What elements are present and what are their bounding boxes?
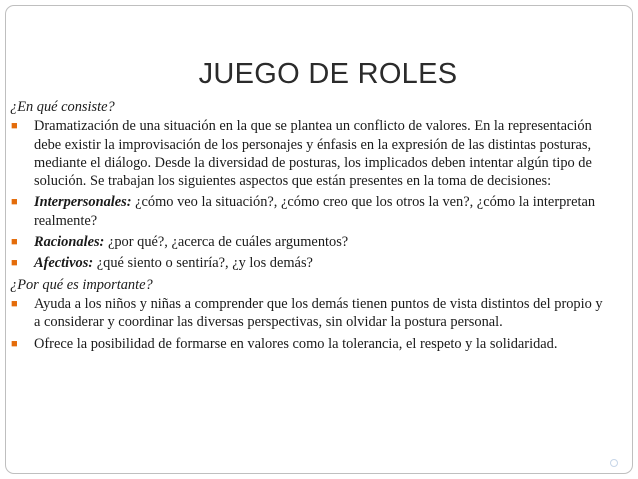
bullet-text: Dramatización de una situación en la que se plantea un conflicto de valores. En la representación debe existir la improvisación de los personajes y énfasis en la expresión de las distintas posturas, mediante el diálogo. Desde la diversidad de posturas, los implicados deben intentar algún tipo de solución. Se trabajan los siguientes aspectos que están presentes en la toma de decisiones: (34, 118, 592, 190)
slide-title: JUEGO DE ROLES (198, 58, 458, 90)
section-heading-importante: ¿Por qué es importante? (10, 276, 153, 293)
corner-circle-icon (610, 459, 618, 467)
bullet-item-definition (10, 117, 610, 190)
section-heading-consiste: ¿En qué consiste? (10, 99, 115, 115)
bullet-item-ofrece (10, 335, 610, 353)
square-bullet-icon: ■ (11, 196, 18, 209)
square-bullet-icon: ■ (11, 297, 18, 310)
bullet-term: Afectivos: (34, 255, 94, 272)
square-bullet-icon: ■ (11, 236, 18, 249)
bullet-text: ¿qué siento o sentiría?, ¿y los demás? (93, 255, 313, 272)
bullet-text: ¿cómo veo la situación?, ¿cómo creo que los otros la ven?, ¿cómo la interpretan realmente? (34, 194, 596, 229)
square-bullet-icon: ■ (11, 337, 18, 350)
bullet-text: Ofrece la posibilidad de formarse en valores como la tolerancia, el respeto y la solidaridad. (34, 335, 558, 352)
bullet-item-interpersonales (10, 193, 610, 230)
square-bullet-icon: ■ (11, 257, 18, 270)
bullet-term: Interpersonales: (34, 194, 132, 211)
bullet-item-afectivos (10, 254, 610, 272)
bullet-term: Racionales: (34, 234, 105, 251)
slide-content (10, 98, 610, 356)
bullet-item-racionales (10, 233, 610, 251)
bullet-text: Ayuda a los niños y niñas a comprender que los demás tienen puntos de vista distintos del propio y a considerar y coordinar las diversas perspectivas, sin olvidar la postura personal. (34, 295, 603, 331)
bullet-text: ¿por qué?, ¿acerca de cuáles argumentos? (104, 234, 349, 251)
bullet-item-ayuda (10, 295, 610, 332)
square-bullet-icon: ■ (11, 120, 18, 133)
